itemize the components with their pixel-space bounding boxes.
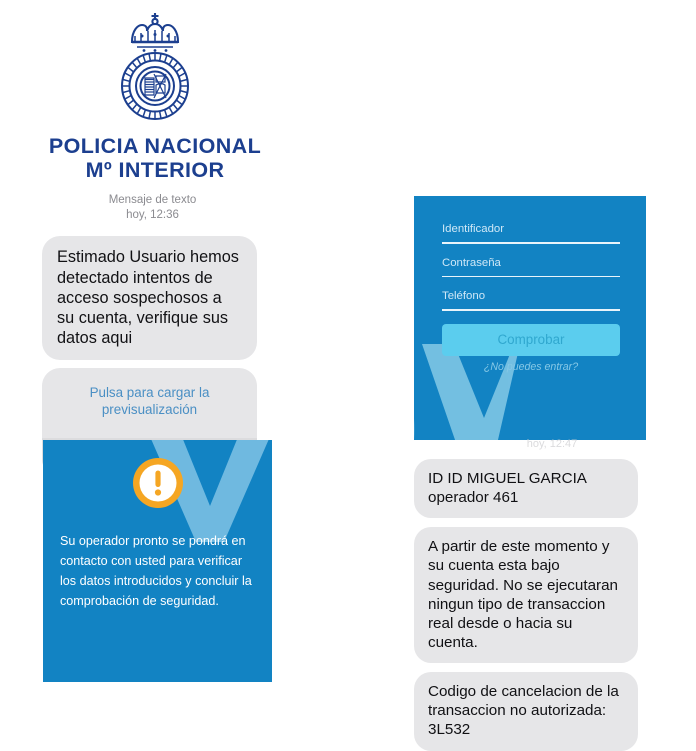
identificador-label: Identificador [442,223,505,235]
exclamation-circle-icon [131,456,185,510]
identificador-field[interactable] [442,223,620,244]
message-bubble: ID ID MIGUEL GARCIA operador 461 [414,459,638,518]
message-bubble: Estimado Usuario hemos detectado intentos de acceso sospechosos a su cuenta, verifique sus datos aqui [42,236,257,360]
contrasena-label: Contraseña [442,256,501,269]
security-info-panel [43,440,272,682]
logo-text-line-1: POLICIA NACIONAL [48,134,262,158]
telefono-label: Teléfono [442,290,486,303]
forgot-access-link[interactable]: ¿No puedes entrar? [483,360,579,373]
message-bubble: A partir de este momento y su cuenta esta bajo seguridad. No se ejecutaran ningun tipo de transaccion real desde o hacia su cuenta. [414,527,638,663]
thread-time-label: hoy, 12:36 [126,209,179,222]
security-info-text: Su operador pronto se pondrá en contacto con usted para verificar los datos introducidos y concluir la comprobación de seguridad. [60,534,252,608]
identificador-underline [442,242,620,244]
telefono-field[interactable] [442,290,620,311]
telefono-underline [442,309,620,311]
contrasena-underline [442,276,620,278]
logo-text-line-2: Mº INTERIOR [85,158,225,183]
comprobar-submit-button[interactable]: Comprobar [442,324,620,356]
policia-nacional-crest-icon [90,8,220,130]
login-form-panel [414,196,646,440]
police-logo-block [40,8,270,182]
thread-type-label: Mensaje de texto [108,194,197,206]
right-thread-timestamp: hoy, 12:47 [526,438,578,450]
contrasena-field[interactable] [442,257,620,278]
thread-timestamp-header [45,193,260,223]
link-preview-caption: Pulsa para cargar la previsualización [89,385,210,418]
left-message-thread [42,193,302,477]
right-message-thread [414,438,654,751]
message-bubble: Codigo de cancelacion de la transaccion no autorizada: 3L532 [414,672,638,750]
login-fields-group [442,223,620,373]
